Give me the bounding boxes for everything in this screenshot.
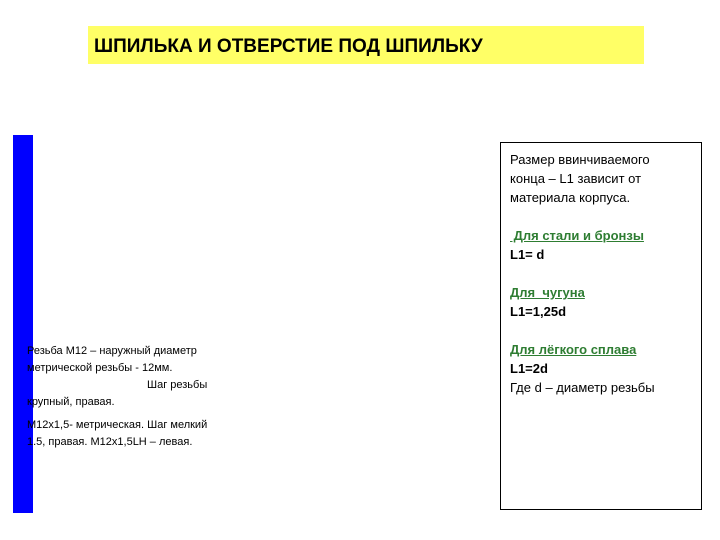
thread-line-5: М12x1,5- метрическая. Шаг мелкий: [27, 419, 208, 431]
thread-description: [27, 343, 267, 451]
cast-iron-formula: L1=1,25d: [510, 304, 567, 319]
steel-bronze-formula: L1= d: [510, 247, 545, 262]
thread-line-1: Резьба М12 – наружный диаметр: [27, 345, 197, 357]
intro-line-2: конца – L1 зависит от: [510, 171, 642, 186]
intro-line-1: Размер ввинчиваемого: [510, 152, 650, 167]
screw-end-length-box: [500, 142, 702, 510]
diameter-note: Где d – диаметр резьбы: [510, 380, 655, 395]
cast-iron-heading: Для чугуна: [510, 285, 585, 300]
steel-bronze-heading: Для стали и бронзы: [510, 228, 644, 243]
thread-line-2: метрической резьбы - 12мм.: [27, 362, 173, 374]
light-alloy-heading: Для лёгкого сплава: [510, 342, 637, 357]
thread-line-6: 1.5, правая. М12x1,5LH – левая.: [27, 436, 193, 448]
thread-line-4: крупный, правая.: [27, 396, 115, 408]
slide-title: ШПИЛЬКА И ОТВЕРСТИЕ ПОД ШПИЛЬКУ: [88, 26, 644, 64]
light-alloy-formula: L1=2d: [510, 361, 548, 376]
thread-line-3: Шаг резьбы: [147, 379, 208, 391]
intro-line-3: материала корпуса.: [510, 190, 631, 205]
blue-side-bar: [13, 135, 33, 513]
